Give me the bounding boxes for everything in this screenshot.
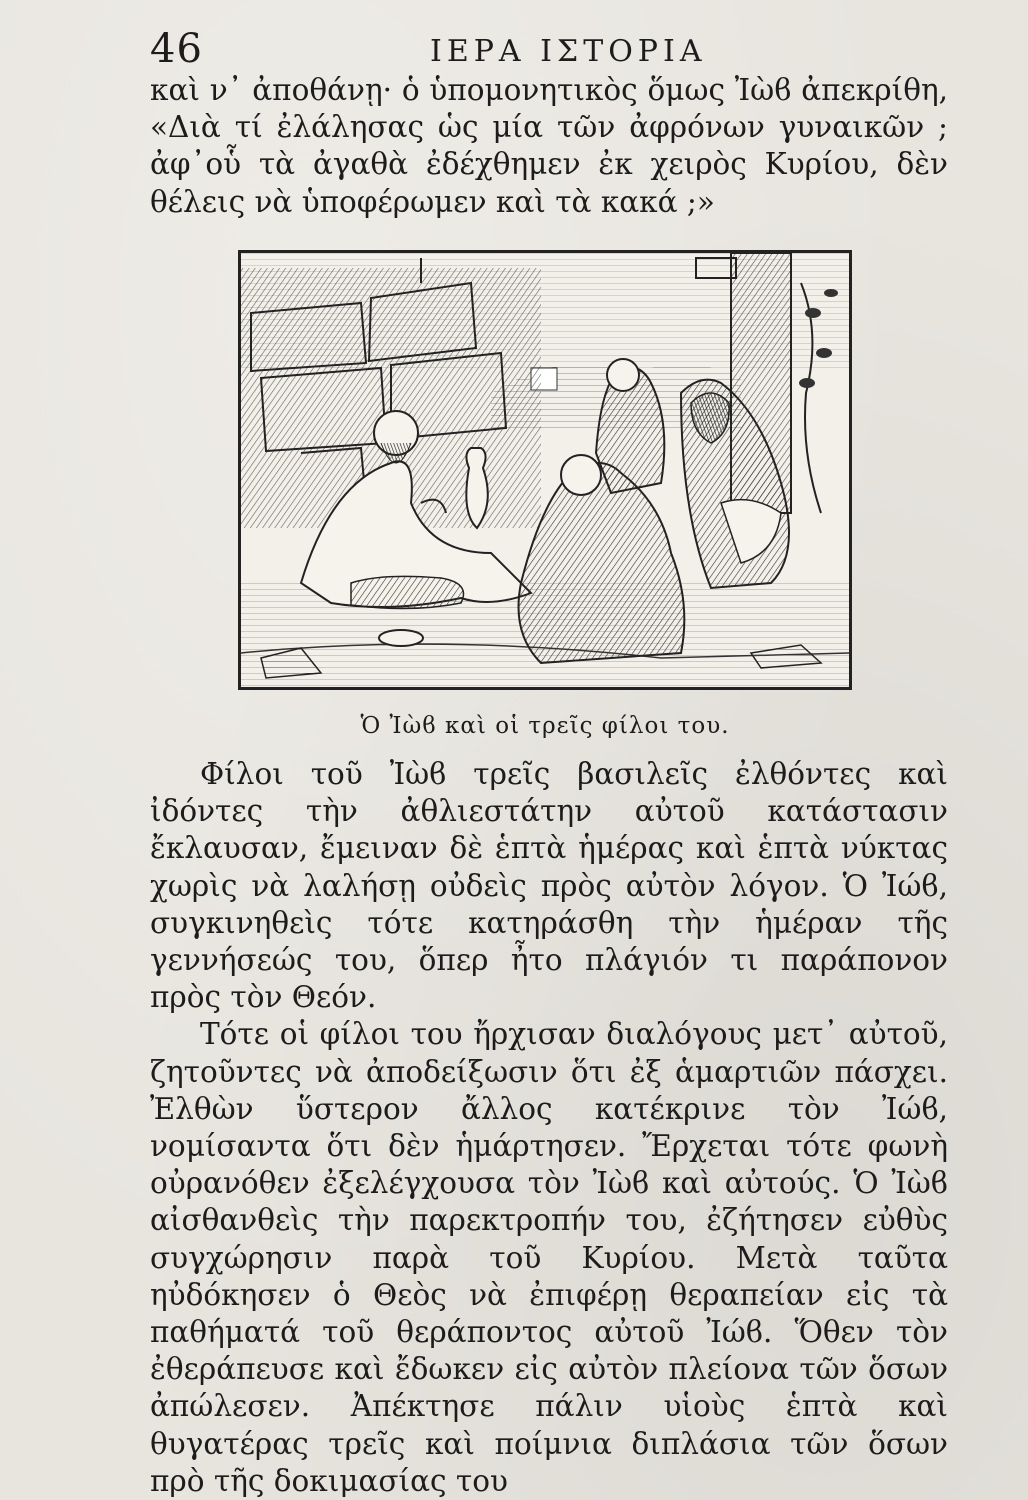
engraving-picture [241,253,849,687]
top-paragraph: καὶ ν᾽ ἀποθάνῃ· ὁ ὑπομονητικὸς ὅμως Ἰὼϐ ἀπεκρίθη, «Διὰ τί ἐλάλησας ὡς μία τῶν ἀφρόνων γυναικῶν ; ἀφ᾽οὗ τὰ ἀγαθὰ ἐδέχθημεν ἐκ χειρὸς Κυρίου, δὲν θέλεις νὰ ὑποφέρωμεν καὶ τὰ κακά ;» [150,73,948,219]
figure-caption: Ὁ Ἰὼϐ καὶ οἱ τρεῖς φίλοι του. [360,713,730,739]
top-text-block [150,72,948,221]
paragraph-1: Φίλοι τοῦ Ἰὼϐ τρεῖς βασιλεῖς ἐλθόντες καὶ ἰδόντες τὴν ἀθλιεστάτην αὐτοῦ κατάστασιν ἔκλαυσαν, ἔμειναν δὲ ἑπτὰ ἡμέρας καὶ ἑπτὰ νύκτας χωρὶς νὰ λαλήσῃ οὐδεὶς πρὸς αὐτὸν λόγον. Ὁ Ἰώϐ, συγκινηθεὶς τότε κατηράσθη τὴν ἡμέραν τῆς γεννήσεώς του, ὅπερ ἦτο πλάγιόν τι παράπονον πρὸς τὸν Θεόν. [150,757,948,1015]
main-text-block [150,756,948,1500]
illustration-job-and-friends [238,250,852,690]
paragraph-2: Τότε οἱ φίλοι του ἤρχισαν διαλόγους μετ᾽ αὐτοῦ, ζητοῦντες νὰ ἀποδείξωσιν ὅτι ἐξ ἁμαρτιῶν πάσχει. Ἐλθὼν ὕστερον ἄλλος κατέκρινε τὸν Ἰώϐ, νομίσαντα ὅτι δὲν ἡμάρτησεν. Ἔρχεται τότε φωνὴ οὐρανόθεν ἐξελέγχουσα τὸν Ἰὼϐ καὶ αὐτούς. Ὁ Ἰὼϐ αἰσθανθεὶς τὴν παρεκτροπήν του, ἐζήτησεν εὐθὺς συγχώρησιν παρὰ τοῦ Κυρίου. Μετὰ ταῦτα ηὐδόκησεν ὁ Θεὸς νὰ ἐπιφέρῃ θεραπείαν εἰς τὰ παθήματά τοῦ θεράποντος αὐτοῦ Ἰώϐ. Ὅθεν τὸν ἐθεράπευσε καὶ ἔδωκεν εἰς αὐτὸν πλείονα τῶν ὅσων ἀπώλεσεν. Ἀπέκτησε πάλιν υἱοὺς ἑπτὰ καὶ θυγατέρας τρεῖς καὶ ποίμνια διπλάσια τῶν ὅσων πρὸ τῆς δοκιμασίας του [150,1017,948,1498]
page-header [150,22,950,72]
running-title: ΙΕΡΑ ΙΣΤΟΡΙΑ [430,34,707,69]
page-number: 46 [150,26,203,72]
